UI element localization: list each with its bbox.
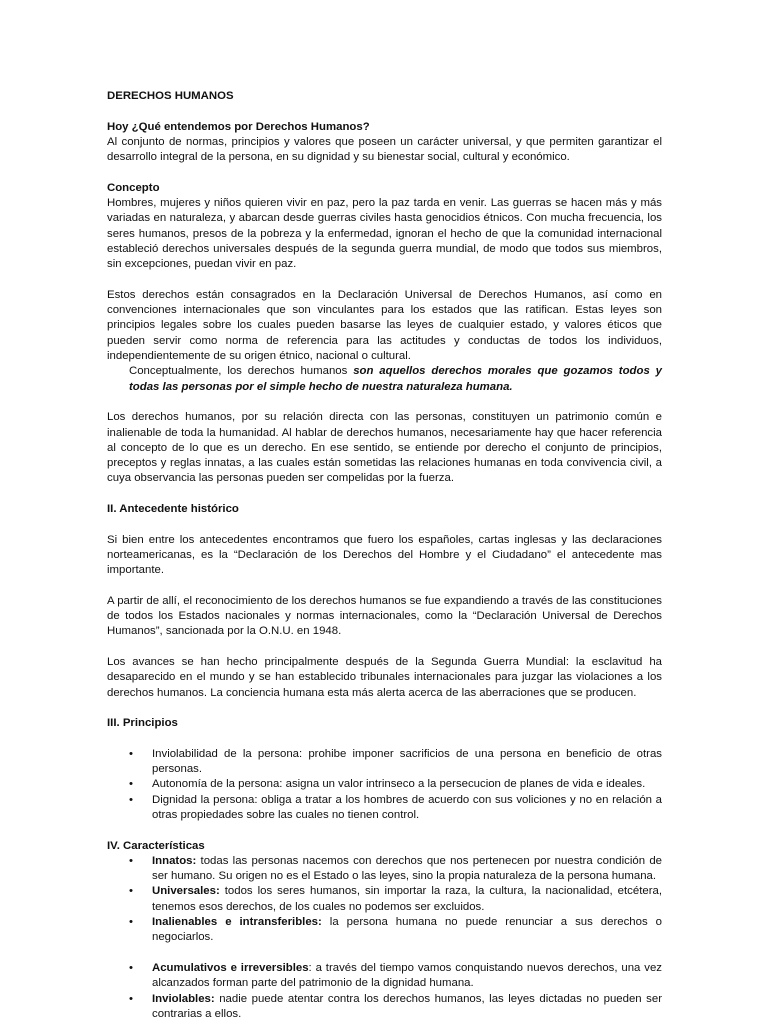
concepto-paragraph-4: Los derechos humanos, por su relación directa con las personas, constituyen un patrimonio común e inalienable de toda la humanidad. Al hablar de derechos humanos, necesariamente hay que hacer referencia al concepto de lo que es un derecho. En ese sentido, se entiende por derecho el conjunto de principios, preceptos y reglas innatas, a las cuales están sometidas las relaciones humanas en toda convivencia civil, a cuya observancia las personas pueden ser compelidas por la fuerza. — [107, 411, 662, 485]
principio-text: Autonomía de la persona: asigna un valor intrinseco a la persecucion de planes de vida e ideales. — [152, 778, 646, 791]
caracteristica-text: todos los seres humanos, sin importar la raza, la cultura, la nacionalidad, etcétera, tenemos esos derechos, de los cuales no podemos ser excluidos. — [152, 885, 662, 913]
question-heading: Hoy ¿Qué entendemos por Derechos Humanos? — [107, 120, 370, 133]
caracteristica-term: Acumulativos e irreversibles — [152, 961, 309, 974]
bullet-icon: • — [129, 992, 133, 1005]
concepto-paragraph-3 — [107, 364, 662, 395]
caracteristica-term: Inviolables: — [152, 992, 215, 1005]
list-item — [107, 961, 662, 992]
caracteristica-text: nadie puede atentar contra los derechos humanos, las leyes dictadas no pueden ser contrarias a ellos. — [152, 992, 662, 1020]
principio-text: Inviolabilidad de la persona: prohibe imponer sacrificios de una persona en beneficio de otras personas. — [152, 747, 662, 776]
document-body — [107, 89, 662, 1022]
caracteristica-term: Innatos: — [152, 854, 197, 867]
concepto-paragraph-2: Estos derechos están consagrados en la Declaración Universal de Derechos Humanos, así como en convenciones internacionales que son vinculantes para los estados que las ratifican. Estas leyes son principios legales sobre los cuales pueden basarse las leyes de cualquier estado, y valores éticos que pueden servir como norma de referencia para las actitudes y conductas de todos los individuos, independientemente de su origen étnico, nacional o cultural. — [107, 288, 662, 363]
antecedente-paragraph-3: Los avances se han hecho principalmente después de la Segunda Guerra Mundial: la esclavitud ha desaparecido en el mundo y se han establecido tribunales internacionales para juzgar las violaciones a los derechos humanos. La conciencia humana esta más alerta acerca de las aberraciones que se producen. — [107, 655, 662, 699]
bullet-icon: • — [129, 793, 133, 806]
list-item — [107, 793, 662, 824]
list-item — [107, 992, 662, 1023]
list-item — [107, 854, 662, 885]
caracteristica-text: todas las personas nacemos con derechos que nos pertenecen por nuestra condición de ser humano. Su origen no es el Estado o las leyes, sino la propia naturaleza de la persona humana. — [152, 854, 662, 883]
document-title: DERECHOS HUMANOS — [107, 90, 234, 102]
list-item — [107, 915, 662, 946]
principio-text: Dignidad la persona: obliga a tratar a los hombres de acuerdo con sus voliciones y no en relación a otras propiedades sobre las cuales no tienen control. — [152, 793, 662, 821]
antecedente-heading: II. Antecedente histórico — [107, 503, 239, 516]
caracteristica-text: la persona humana no puede renunciar a sus derechos o negociarlos. — [152, 916, 662, 944]
principios-list — [107, 747, 662, 823]
list-item — [107, 747, 662, 778]
bullet-icon: • — [129, 854, 133, 867]
bullet-icon: • — [129, 747, 133, 760]
antecedente-paragraph-1: Si bien entre los antecedentes encontramos que fuero los españoles, cartas inglesas y las declaraciones norteamericanas, es la “Declaración de los Derechos del Hombre y el Ciudadano” el antecedente mas importante. — [107, 533, 662, 577]
bullet-icon: • — [129, 885, 133, 898]
caracteristica-text: : a través del tiempo vamos conquistando nuevos derechos, una vez alcanzados forman parte del patrimonio de la dignidad humana. — [152, 961, 662, 990]
concepto-paragraph-1: Hombres, mujeres y niños quieren vivir en paz, pero la paz tarda en venir. Las guerras se hacen más y más variadas en naturaleza, y abarcan desde guerras civiles hasta genocidios étnicos. Con mucha frecuencia, los seres humanos, presos de la pobreza y la enfermedad, ignoran el hecho de que la comunidad internacional estableció derechos universales después de la segunda guerra mundial, de modo que todos sus miembros, sin excepciones, puedan vivir en paz. — [107, 197, 662, 271]
bullet-icon: • — [129, 916, 133, 929]
caracteristicas-list-continued — [107, 961, 662, 1022]
caracteristica-term: Universales: — [152, 885, 220, 898]
concepto-p3-emphasis: son aquellos derechos morales que gozamos todos y todas las personas por el simple hecho de nuestra naturaleza humana. — [129, 365, 662, 393]
caracteristicas-heading: IV. Características — [107, 839, 205, 852]
question-text: Al conjunto de normas, principios y valores que poseen un carácter universal, y que permiten garantizar el desarrollo integral de la persona, en su dignidad y su bienestar social, cultural y económico. — [107, 135, 662, 164]
bullet-icon: • — [129, 961, 133, 974]
antecedente-paragraph-2: A partir de allí, el reconocimiento de los derechos humanos se fue expandiendo a través de las constituciones de todos los Estados nacionales y normas internacionales, como la “Declaración Universal de Derechos Humanos”, sancionada por la O.N.U. en 1948. — [107, 594, 662, 638]
caracteristica-term: Inalienables e intransferibles: — [152, 916, 322, 929]
concepto-heading: Concepto — [107, 181, 160, 194]
list-item — [107, 884, 662, 915]
principios-heading: III. Principios — [107, 717, 178, 730]
concepto-p3-plain: Conceptualmente, los derechos humanos — [129, 365, 354, 378]
list-item — [107, 777, 662, 792]
caracteristicas-list — [107, 854, 662, 946]
bullet-icon: • — [129, 778, 133, 791]
